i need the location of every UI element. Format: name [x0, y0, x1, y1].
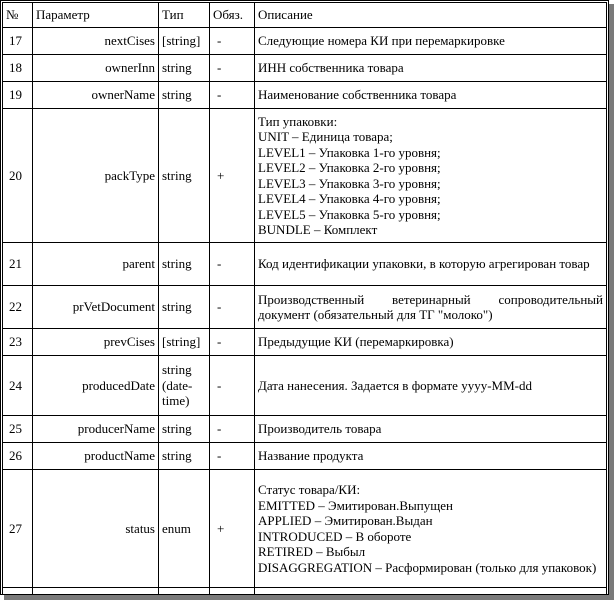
description-line: LEVEL1 – Упаковка 1-го уровня; [258, 144, 441, 160]
row-param: nextCises [33, 28, 159, 55]
table-row [3, 243, 607, 286]
row-param: prevCises [33, 329, 159, 356]
table-row [3, 443, 607, 470]
parameters-table [2, 2, 607, 595]
table-header-row [3, 3, 607, 28]
row-param: packType [33, 109, 159, 243]
row-num: 19 [3, 82, 33, 109]
row-description: ИНН собственника товара [255, 55, 607, 82]
row-num: 24 [3, 356, 33, 416]
row-description: Следующие номера КИ при перемаркировке [255, 28, 607, 55]
row-description: Код идентификации упаковки, в которую агрегирован товар [255, 243, 607, 286]
description-line: APPLIED – Эмитирован.Выдан [258, 513, 433, 528]
description-line: UNIT – Единица товара; [258, 129, 393, 144]
row-num: 20 [3, 109, 33, 243]
row-required: - [210, 356, 255, 416]
row-description [255, 470, 607, 588]
row-param: producedDate [33, 356, 159, 416]
row-required: - [210, 416, 255, 443]
row-num: 18 [3, 55, 33, 82]
header-num: № [3, 3, 33, 28]
row-required: + [210, 470, 255, 588]
row-required: - [210, 286, 255, 329]
row-type: string [159, 286, 210, 329]
table-row [3, 416, 607, 443]
row-num: 25 [3, 416, 33, 443]
row-description: Наименование собственника товара [255, 82, 607, 109]
table-row-truncated [3, 588, 607, 595]
row-param: ownerInn [33, 55, 159, 82]
row-param: productName [33, 443, 159, 470]
row-type: string [159, 82, 210, 109]
row-num: 26 [3, 443, 33, 470]
row-type: string [159, 109, 210, 243]
row-type: string [159, 416, 210, 443]
row-param: status [33, 470, 159, 588]
description-line: LEVEL2 – Упаковка 2-го уровня; [258, 160, 441, 175]
row-description: Предыдущие КИ (перемаркировка) [255, 329, 607, 356]
header-type: Тип [159, 3, 210, 28]
page-shadow-right [609, 4, 614, 600]
table-row [3, 109, 607, 243]
header-description: Описание [255, 3, 607, 28]
row-description [255, 109, 607, 243]
row-type: enum [159, 470, 210, 588]
row-type: string (date-time) [159, 356, 210, 416]
row-required: + [210, 109, 255, 243]
table-row [3, 82, 607, 109]
header-required: Обяз. [210, 3, 255, 28]
description-line: Статус товара/КИ: [258, 482, 361, 497]
description-line: LEVEL4 – Упаковка 4-го уровня; [258, 191, 441, 206]
header-param: Параметр [33, 3, 159, 28]
description-line: RETIRED – Выбыл [258, 544, 366, 559]
row-num: 23 [3, 329, 33, 356]
row-required: - [210, 243, 255, 286]
row-type: string [159, 55, 210, 82]
row-description: Название продукта [255, 443, 607, 470]
row-param: ownerName [33, 82, 159, 109]
row-type: [string] [159, 329, 210, 356]
row-num: 17 [3, 28, 33, 55]
row-description: Производитель товара [255, 416, 607, 443]
row-required: - [210, 55, 255, 82]
table-row [3, 55, 607, 82]
table-row [3, 356, 607, 416]
row-param: prVetDocument [33, 286, 159, 329]
row-description: Дата нанесения. Задается в формате yyyy-MM-dd [255, 356, 607, 416]
row-num: 22 [3, 286, 33, 329]
row-num: 21 [3, 243, 33, 286]
description-line: DISAGGREGATION – Расформирован (только для упаковок) [258, 559, 597, 575]
table-row [3, 286, 607, 329]
table-row [3, 28, 607, 55]
description-line: BUNDLE – Комплект [258, 222, 378, 237]
row-param: parent [33, 243, 159, 286]
row-required: - [210, 28, 255, 55]
page-shadow-bottom [4, 595, 614, 600]
row-required: - [210, 82, 255, 109]
row-type: [string] [159, 28, 210, 55]
row-param: producerName [33, 416, 159, 443]
description-line: EMITTED – Эмитирован.Выпущен [258, 497, 453, 513]
row-num: 27 [3, 470, 33, 588]
row-type: string [159, 443, 210, 470]
description-line: Тип упаковки: [258, 113, 338, 129]
row-description: Производственный ветеринарный сопроводительный документ (обязательный для ТГ "молоко") [255, 286, 607, 329]
table-row [3, 470, 607, 588]
description-line: INTRODUCED – В обороте [258, 528, 412, 544]
row-required: - [210, 329, 255, 356]
row-required: - [210, 443, 255, 470]
row-type: string [159, 243, 210, 286]
table-row [3, 329, 607, 356]
description-line: LEVEL3 – Упаковка 3-го уровня; [258, 175, 441, 191]
description-line: LEVEL5 – Упаковка 5-го уровня; [258, 206, 441, 222]
